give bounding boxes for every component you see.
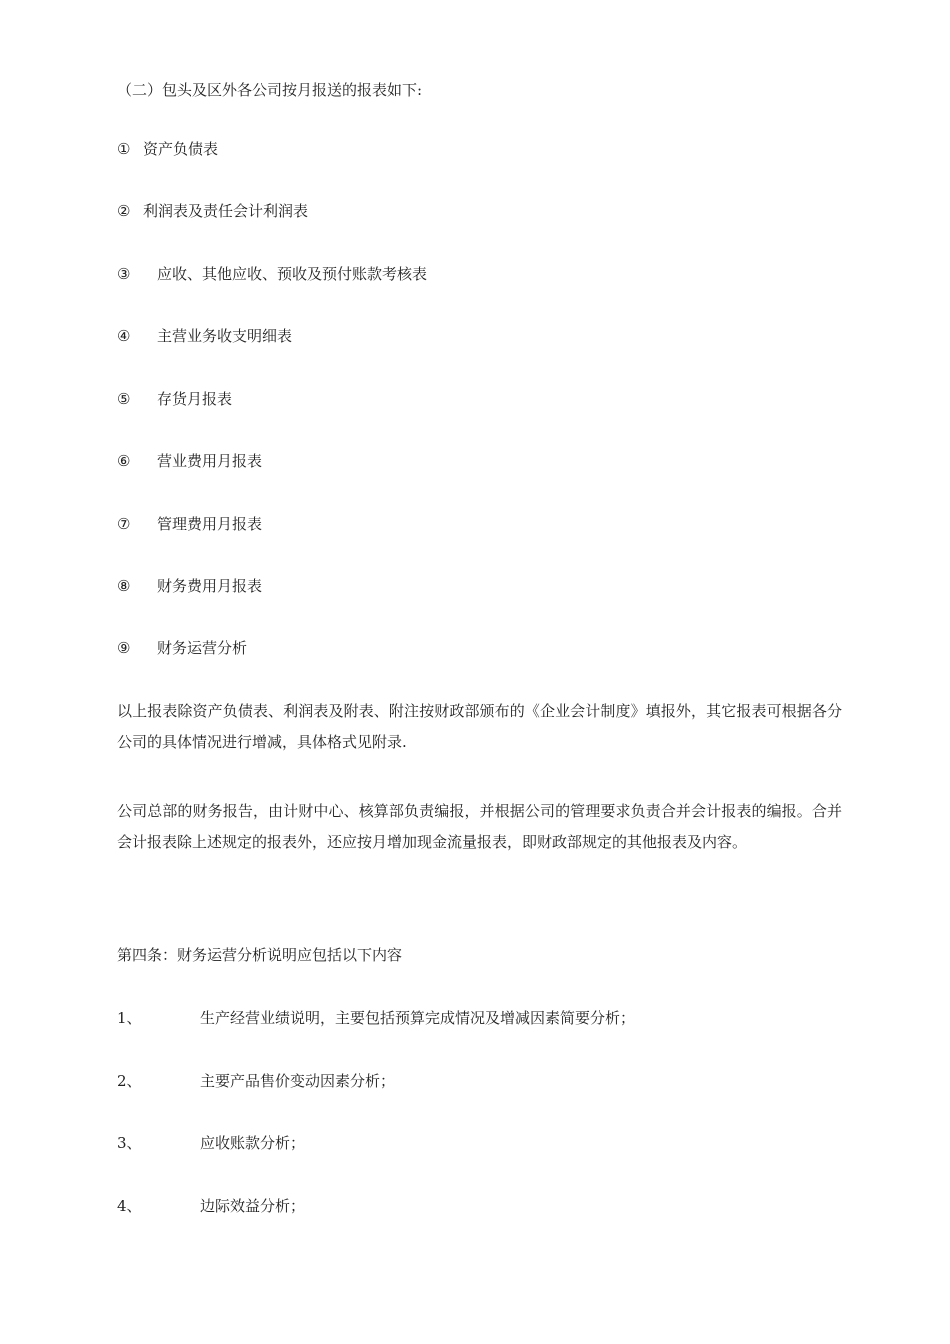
item-text: 利润表及责任会计利润表 (143, 202, 309, 220)
item-marker: ⑧ (117, 577, 131, 595)
report-item (117, 139, 218, 159)
item-text: 财务运营分析 (157, 639, 248, 657)
item-text: 管理费用月报表 (157, 515, 263, 533)
item-text: 资产负债表 (143, 140, 219, 158)
item-marker: 3、 (117, 1134, 142, 1152)
item-marker: ① (117, 140, 131, 158)
item-marker: ⑦ (117, 515, 131, 533)
report-item (117, 514, 262, 534)
analysis-item (117, 1008, 635, 1028)
item-text: 财务费用月报表 (157, 577, 263, 595)
analysis-item (117, 1133, 305, 1153)
item-text: 主要产品售价变动因素分析； (200, 1072, 396, 1090)
report-item (117, 264, 427, 284)
paragraph: 公司总部的财务报告，由计财中心、核算部负责编报，并根据公司的管理要求负责合并会计报表的编报。合并会计报表除上述规定的报表外，还应按月增加现金流量报表，即财政部规定的其他报表及内容。 (117, 802, 842, 851)
report-item (117, 451, 262, 471)
item-marker: ④ (117, 327, 131, 345)
item-marker: ② (117, 202, 131, 220)
analysis-item (117, 1071, 395, 1091)
paragraph: 以上报表除资产负债表、利润表及附表、附注按财政部颁布的《企业会计制度》填报外，其它报表可根据各分公司的具体情况进行增减，具体格式见附录. (117, 702, 842, 751)
report-item (117, 326, 292, 346)
item-text: 应收、其他应收、预收及预付账款考核表 (157, 265, 428, 283)
article-title: 第四条：财务运营分析说明应包括以下内容 (117, 946, 403, 964)
section-title: （二）包头及区外各公司按月报送的报表如下: (117, 81, 423, 99)
item-marker: 2、 (117, 1072, 142, 1090)
item-text: 应收账款分析； (200, 1134, 306, 1152)
report-item (117, 638, 247, 658)
item-text: 营业费用月报表 (157, 452, 263, 470)
report-item (117, 576, 262, 596)
item-text: 存货月报表 (157, 390, 233, 408)
item-marker: 4、 (117, 1197, 142, 1215)
analysis-item (117, 1196, 305, 1216)
item-marker: ③ (117, 265, 131, 283)
item-text: 主营业务收支明细表 (157, 327, 293, 345)
item-marker: ⑨ (117, 639, 131, 657)
item-text: 边际效益分析； (200, 1197, 306, 1215)
item-marker: 1、 (117, 1009, 142, 1027)
item-text: 生产经营业绩说明，主要包括预算完成情况及增减因素简要分析； (200, 1009, 636, 1027)
report-item (117, 201, 308, 221)
item-marker: ⑥ (117, 452, 131, 470)
item-marker: ⑤ (117, 390, 131, 408)
report-item (117, 389, 232, 409)
